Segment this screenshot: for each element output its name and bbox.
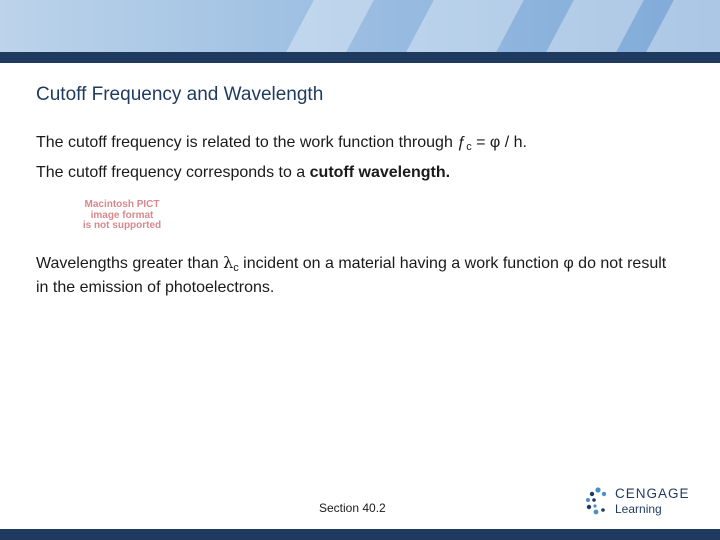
logo-subtitle: Learning	[615, 502, 662, 516]
banner-facet	[546, 0, 644, 52]
footer-bar	[0, 529, 720, 540]
placeholder-line: is not supported	[82, 220, 162, 231]
paragraph-text: The cutoff frequency is related to the work function through	[36, 134, 458, 151]
paragraph-cutoff-wavelength	[36, 163, 686, 183]
header-banner	[0, 0, 720, 52]
header-bar	[0, 52, 720, 63]
bold-term: cutoff wavelength.	[309, 164, 451, 181]
subscript: c	[466, 141, 472, 153]
paragraph-text: The cutoff frequency corresponds to a	[36, 164, 310, 181]
frequency-symbol: ƒ	[457, 134, 467, 151]
placeholder-line: image format	[90, 209, 154, 221]
paragraph-text: = φ / h.	[471, 134, 527, 151]
placeholder-line: Macintosh PICT	[84, 199, 160, 210]
banner-facet	[406, 0, 524, 52]
subscript: c	[233, 262, 239, 274]
cengage-logo	[584, 484, 694, 520]
paragraph-photoelectrons	[36, 253, 676, 298]
cengage-dots-icon	[584, 486, 612, 516]
wavelength-symbol: λ	[223, 253, 234, 272]
logo-wordmark: CENGAGE	[615, 486, 690, 501]
section-label: Section 40.2	[319, 501, 386, 515]
slide-title: Cutoff Frequency and Wavelength	[36, 84, 324, 105]
unsupported-image-placeholder	[70, 200, 174, 234]
paragraph-text: Wavelengths greater than	[36, 255, 224, 272]
paragraph-cutoff-frequency	[36, 133, 686, 157]
banner-facet	[286, 0, 374, 52]
banner-facet	[646, 0, 720, 52]
paragraph-text: incident on a material having a work function φ do not result in the emission of photoelectrons.	[36, 255, 667, 296]
